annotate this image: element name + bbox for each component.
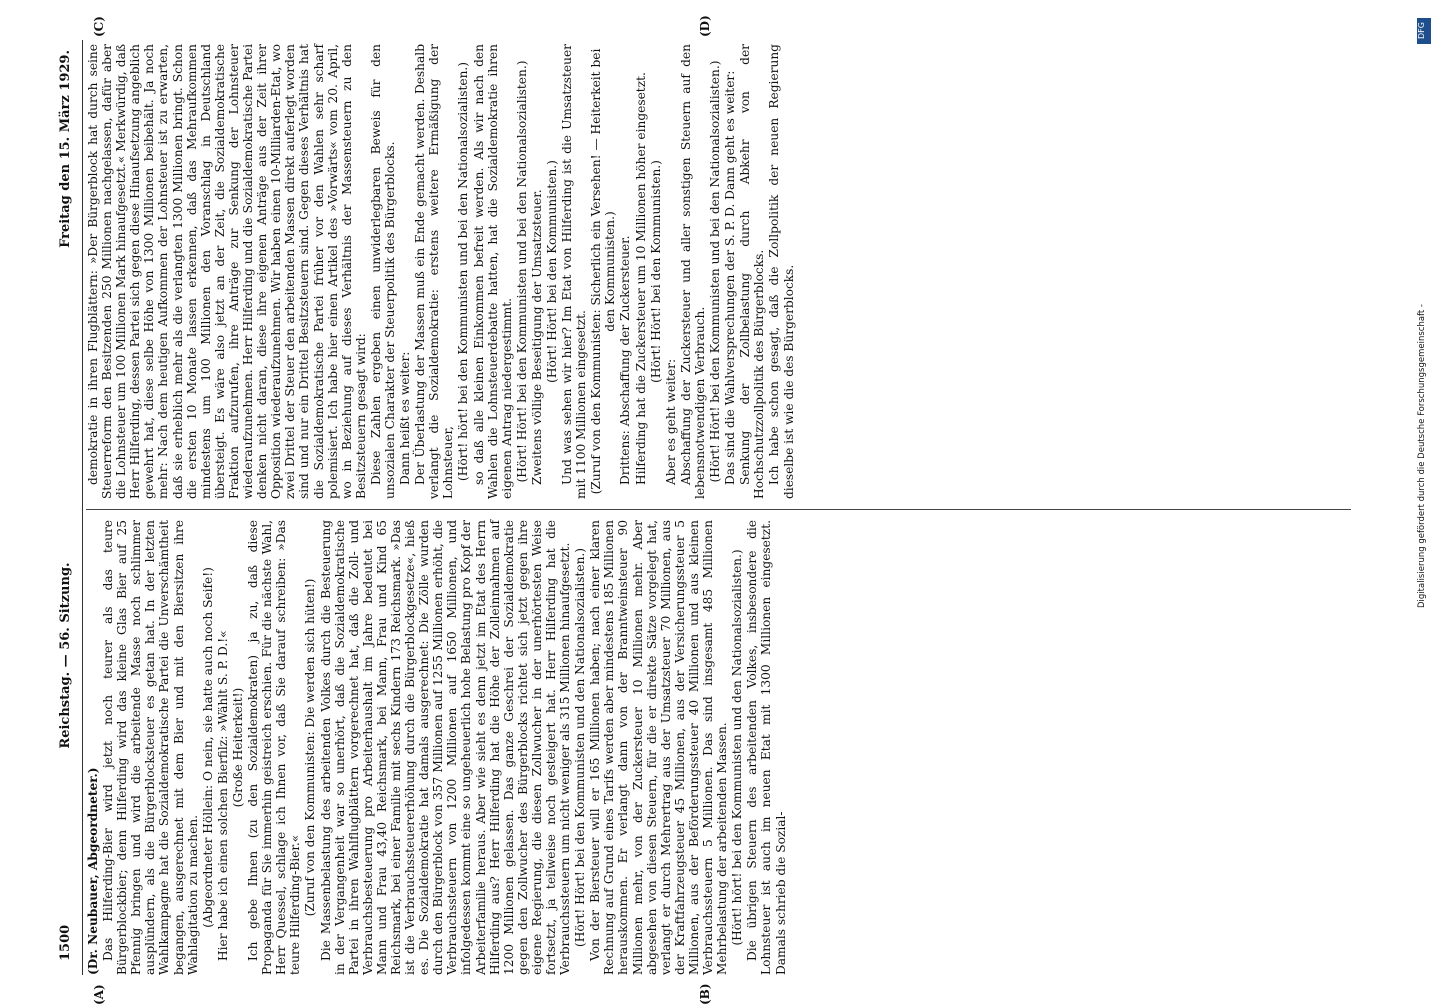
interjection: (Hört! Hört! bei den Kommunisten und bei den Nationalsozialisten.) [708, 44, 722, 499]
paragraph: Abschaffung der Zuckersteuer und aller sonstigen Steuern auf den lebensnotwendigen Verbrauch. [679, 44, 707, 499]
margin-marker-d: (D) [698, 15, 712, 37]
digitization-sidebar [1414, 10, 1434, 1000]
interjection: (Zuruf von den Kommunisten: Sicherlich ein Versehen! — Heiterkeit bei den Kommunisten.) [589, 44, 617, 499]
paragraph: (Dr. Neubauer, Abgeordneter.) [86, 520, 100, 975]
paragraph: Hier habe ich einen solchen Bierfilz: »Wählt S. P. D.!« [216, 520, 230, 975]
paragraph: Diese Zahlen ergeben einen unwiderlegbaren Beweis für den unsozialen Charakter der Steuerpolitik des Bürgerblocks. [369, 44, 397, 499]
right-running-title: Freitag den 15. März 1929. [58, 40, 73, 410]
margin-marker-a: (A) [92, 984, 106, 1005]
right-column [86, 44, 1351, 499]
paragraph: Von der Biersteuer will er 165 Millionen haben; nach einer klaren Rechnung auf Grund eines Tarifs werden aber mindestens 185 Millionen herauskommen. Er verlangt dann von der Branntweinsteuer 90 Millionen mehr, von der Zuckersteuer 10 Millionen mehr. Aber abgesehen von diesen Steuern, für die er direkte Sätze vorgelegt hat, verlangt er durch Mehrertrag aus der Umsatzsteuer 70 Millionen, aus der Kraftfahrzeugsteuer 45 Millionen, aus der Versicherungssteuer 5 Millionen, aus der Beförderungssteuer 40 Millionen und aus kleinen Verbrauchssteuern 5 Millionen. Das sind insgesamt 485 Millionen Mehrbelastung der arbeitenden Massen. [588, 520, 729, 975]
left-column [86, 520, 1351, 975]
paragraph: demokratie in ihren Flugblättern: »Der Bürgerblock hat durch seine Steuerreform den Besitzenden 250 Millionen nachgelassen, dafür aber die Lohnsteuer um 100 Millionen Mark hinaufgesetzt.« Merkwürdig, daß Herr Hilferding, dessen Partei sich gegen diese Hinaufsetzung angeblich gewehrt hat, diese selbe Höhe von 1300 Millionen beibehält. Ja noch mehr: Nach dem heutigen Aufkommen der Lohnsteuer ist zu erwarten, daß sie erheblich mehr als die verlangten 1300 Millionen bringt. Schon die ersten 10 Monate lassen erkennen, daß das Mehraufkommen mindestens um 100 Millionen den Voranschlag in Deutschland übersteigt. Es wäre also jetzt an der Zeit, die Sozialdemokratische Fraktion aufzurufen, ihre Anträge zur Senkung der Lohnsteuer wiederaufzunehmen. Herr Hilferding und die Sozialdemokratische Partei denken nicht daran, diese ihre eigenen Anträge aus der Zeit ihrer Opposition wiederaufzunehmen. Wir haben einen 10-Milliarden-Etat, wo zwei Drittel der Steuer den arbeitenden Massen direkt auferlegt worden sind und nur ein Drittel Besitzsteuern sind. Gegen dieses Verhältnis hat die Sozialdemokratische Partei früher vor den Wahlen sehr scharf polemisiert. Ich habe hier einen Artikel des »Vorwärts« vom 20. April, wo in Beziehung auf dieses Verhältnis der Massensteuern zu den Besitzsteuern gesagt wird: [86, 44, 368, 499]
document-page [48, 40, 1358, 975]
left-running-title: Reichstag. — 56. Sitzung. [58, 410, 73, 901]
rotated-content [48, 40, 1358, 975]
margin-marker-c: (C) [92, 16, 106, 37]
running-header [48, 40, 83, 975]
paragraph: Die übrigen Steuern des arbeitenden Volkes, insbesondere die Lohnsteuer ist auch im neuen Etat mit 1300 Millionen eingesetzt. Damals schrieb die Sozial- [745, 520, 787, 975]
interjection: (Abgeordneter Höllein: O nein, sie hatte auch noch Seife!) [201, 520, 215, 975]
interjection: (Hört! Hört! bei den Kommunisten und den Nationalsozialisten.) [573, 520, 587, 975]
interjection: (Große Heiterkeit!) [231, 520, 245, 975]
paragraph: Das sind die Wahlversprechungen der S. P. D. Dann geht es weiter: [723, 44, 737, 499]
page-number: 1500 [58, 901, 73, 975]
paragraph: Hilferding hat die Zuckersteuer um 10 Millionen höher eingesetzt. [634, 44, 648, 499]
paragraph: Aber es geht weiter: [664, 44, 678, 499]
interjection: (Hört! hört! bei den Kommunisten und den Nationalsozialisten.) [730, 520, 744, 975]
interjection: (Hört! Hört! bei den Kommunisten.) [545, 44, 559, 499]
margin-marker-b: (B) [698, 984, 712, 1005]
paragraph: so daß alle kleinen Einkommen befreit werden. Als wir nach den Wahlen die Lohnsteuerdebatte hatten, hat die Sozialdemokratie ihren eigenen Antrag niedergestimmt. [472, 44, 514, 499]
digitization-note: Digitalisierung gefördert durch die Deutsche Forschungsgemeinschaft - [1417, 48, 1431, 608]
interjection: (Hört! hört! bei den Kommunisten und bei den Nationalsozialisten.) [456, 44, 470, 499]
paragraph: Ich gebe Ihnen (zu den Sozialdemokraten) ja zu, daß diese Propaganda für Sie immerhin geistreich erschien. Für die nächste Wahl, Herr Quessel, schlage ich Ihnen vor, daß Sie darauf schreiben: »Das teure Hilferding-Bier.« [246, 520, 302, 975]
paragraph: Und was sehen wir hier? Im Etat von Hilferding ist die Umsatzsteuer mit 1100 Millionen eingesetzt. [560, 44, 588, 499]
interjection: (Zuruf von den Kommunisten: Die werden sich hüten!) [303, 520, 317, 975]
column-divider [86, 509, 1351, 510]
interjection: (Hört! Hört! bei den Kommunisten.) [649, 44, 663, 499]
paragraph: Die Massenbelastung des arbeitenden Volkes durch die Besteuerung in der Vergangenheit war so unerhört, daß die Sozialdemokratische Partei in ihren Wahlflugblättern vorgerechnet hat, daß die Zoll- und Verbrauchsbesteuerung pro Arbeiterhaushalt im Jahre bedeutet bei Mann und Frau 43,40 Reichsmark, bei Mann, Frau und Kind 65 Reichsmark, bei einer Familie mit sechs Kindern 173 Reichsmark. »Das ist die Verbrauchssteuererhöhung durch die Bürgerblockgesetze«, hieß es. Die Sozialdemokratie hat damals ausgerechnet: Die Zölle wurden durch den Bürgerblock von 357 Millionen auf 1255 Millionen erhöht, die Verbrauchssteuern von 1200 Millionen auf 1650 Millionen, und infolgedessen kommt eine so ungeheuerlich hohe Belastung pro Kopf der Arbeiterfamilie heraus. Aber wie sieht es denn jetzt im Etat des Herrn Hilferding aus? Herr Hilferding hat die Höhe der Zolleinnahmen auf 1200 Millionen gelassen. Das ganze Geschrei der Sozialdemokratie gegen den Zollwucher des Bürgerblocks richtet sich jetzt gegen ihre eigene Regierung, die diesen Zollwucher in der unerhörtesten Weise fortsetzt, ja teilweise noch gesteigert hat. Herr Hilferding hat die Verbrauchssteuern um nicht weniger als 315 Millionen hinaufgesetzt. [319, 520, 573, 975]
paragraph: Drittens: Abschaffung der Zuckersteuer. [618, 44, 632, 499]
interjection: (Hört! Hört! bei den Kommunisten und bei den Nationalsozialisten.) [515, 44, 529, 499]
paragraph: Der Überlastung der Massen muß ein Ende gemacht werden. Deshalb verlangt die Sozialdemokratie: erstens weitere Ermäßigung der Lohnsteuer, [413, 44, 455, 499]
paragraph: Das Hilferding-Bier wird jetzt noch teurer als das teure Bürgerblockbier; denn Hilferding wird das kleine Glas Bier auf 25 Pfennig bringen und wird die arbeitende Masse noch schlimmer ausplündern, als die Bürgerblocksteuer es getan hat. In der letzten Wahlkampagne hat die Sozialdemokratische Partei die Unverschämtheit begangen, ausgerechnet mit dem Bier und mit den Biersitzen ihre Wahlagitation zu machen. [101, 520, 200, 975]
dfg-logo: DFG [1417, 18, 1431, 44]
paragraph: Zweitens völlige Beseitigung der Umsatzsteuer. [530, 44, 544, 499]
paragraph: Ich habe schon gesagt, daß die Zollpolitik der neuen Regierung dieselbe ist wie die des Bürgerblocks. [767, 44, 795, 499]
paragraph: Dann heißt es weiter: [398, 44, 412, 499]
paragraph: Senkung der Zollbelastung durch Abkehr von der Hochschutzzollpolitik des Bürgerblocks. [738, 44, 766, 499]
